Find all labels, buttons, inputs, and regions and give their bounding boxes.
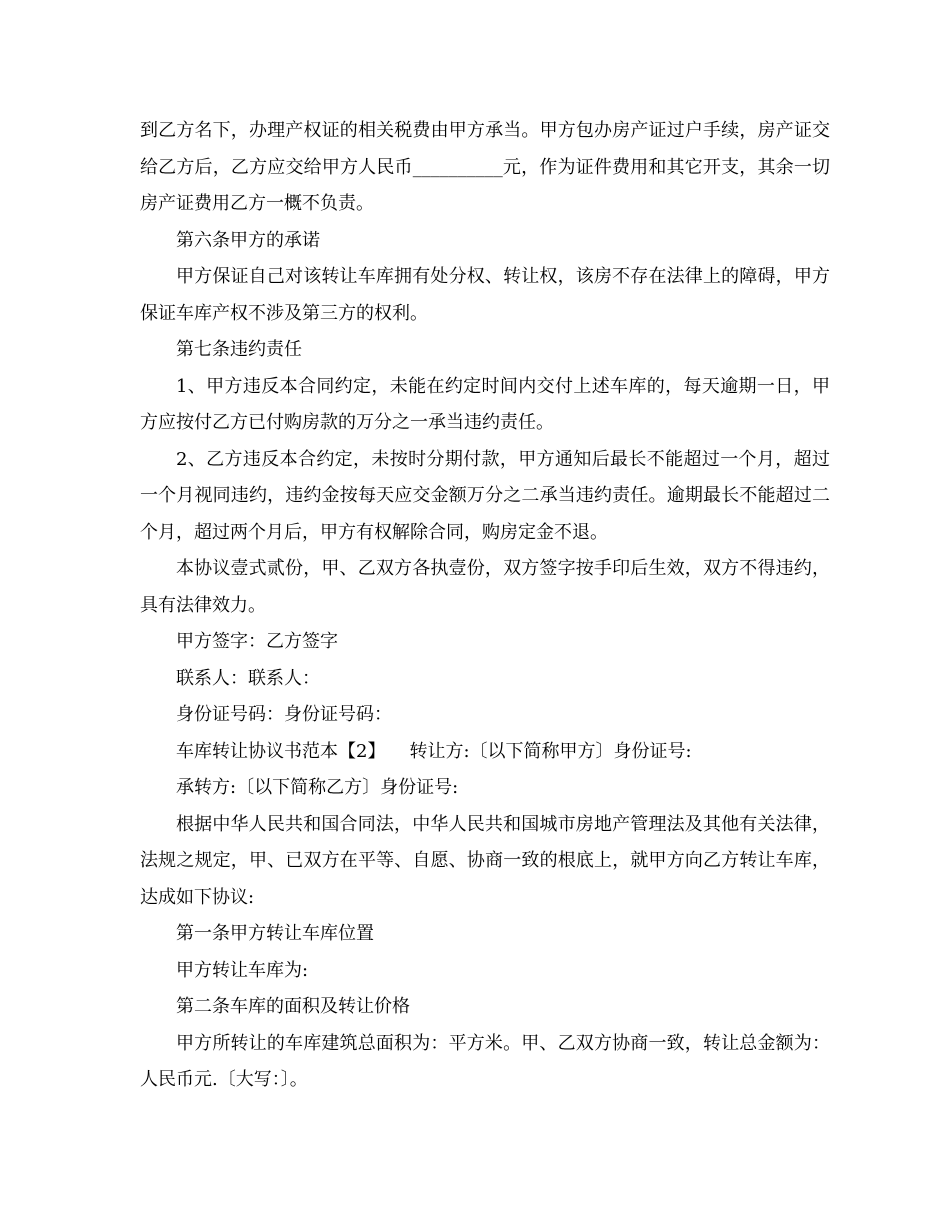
transferee-line: 承转方:〔以下简称乙方〕身份证号: (176, 777, 459, 798)
sample-2-title: 车库转让协议书范本【2】 (176, 740, 386, 762)
paragraph-legal-basis: 根据中华人民共和国合同法，中华人民共和国城市房地产管理法及其他有关法律，法规之规定，甲、已双方在平等、自愿、协商一致的根底上，就甲方向乙方转让车库，达成如下协议: (140, 813, 830, 908)
document-body (140, 113, 830, 1099)
paragraph-breach-1: 1、甲方违反本合同约定，未能在约定时间内交付上述车库的，每天逾期一日，甲方应按付乙方已付购房款的万分之一承当违约责任。 (140, 375, 830, 433)
heading-article-2: 第二条车库的面积及转让价格 (176, 996, 410, 1017)
heading-article-1: 第一条甲方转让车库位置 (176, 923, 374, 944)
paragraph-area-price: 甲方所转让的车库建筑总面积为：平方米。甲、乙双方协商一致，转让总金额为：人民币元.〔大写：〕。 (140, 1032, 830, 1090)
transferor-line: 转让方:〔以下简称甲方〕身份证号: (409, 740, 692, 762)
paragraph-breach-2: 2、乙方违反本合约定，未按时分期付款，甲方通知后最长不能超过一个月，超过一个月视同违约，违约金按每天应交金额万分之二承当违约责任。逾期最长不能超过二个月，超过两个月后，甲方有权解除合同，购房定金不退。 (140, 448, 830, 543)
garage-location-line: 甲方转让车库为: (176, 959, 309, 981)
heading-article-6: 第六条甲方的承诺 (176, 229, 320, 251)
signature-line: 甲方签字：乙方签字 (176, 631, 338, 652)
paragraph-tax-fees: 到乙方名下，办理产权证的相关税费由甲方承当。甲方包办房产证过户手续，房产证交给乙方后，乙方应交给甲方人民币__________元，作为证件费用和其它开支，其余一切房产证费用乙方一概不负责。 (140, 120, 830, 214)
id-number-line: 身份证号码：身份证号码： (176, 704, 392, 725)
heading-article-7: 第七条违约责任 (176, 339, 302, 360)
sample-2-title-line (140, 734, 830, 771)
paragraph-party-a-guarantee: 甲方保证自己对该转让车库拥有处分权、转让权，该房不存在法律上的障碍，甲方保证车库产权不涉及第三方的权利。 (140, 266, 830, 324)
contact-line: 联系人：联系人： (176, 667, 320, 689)
paragraph-copies: 本协议壹式贰份，甲、乙双方各执壹份，双方签字按手印后生效，双方不得违约，具有法律效力。 (140, 558, 830, 616)
